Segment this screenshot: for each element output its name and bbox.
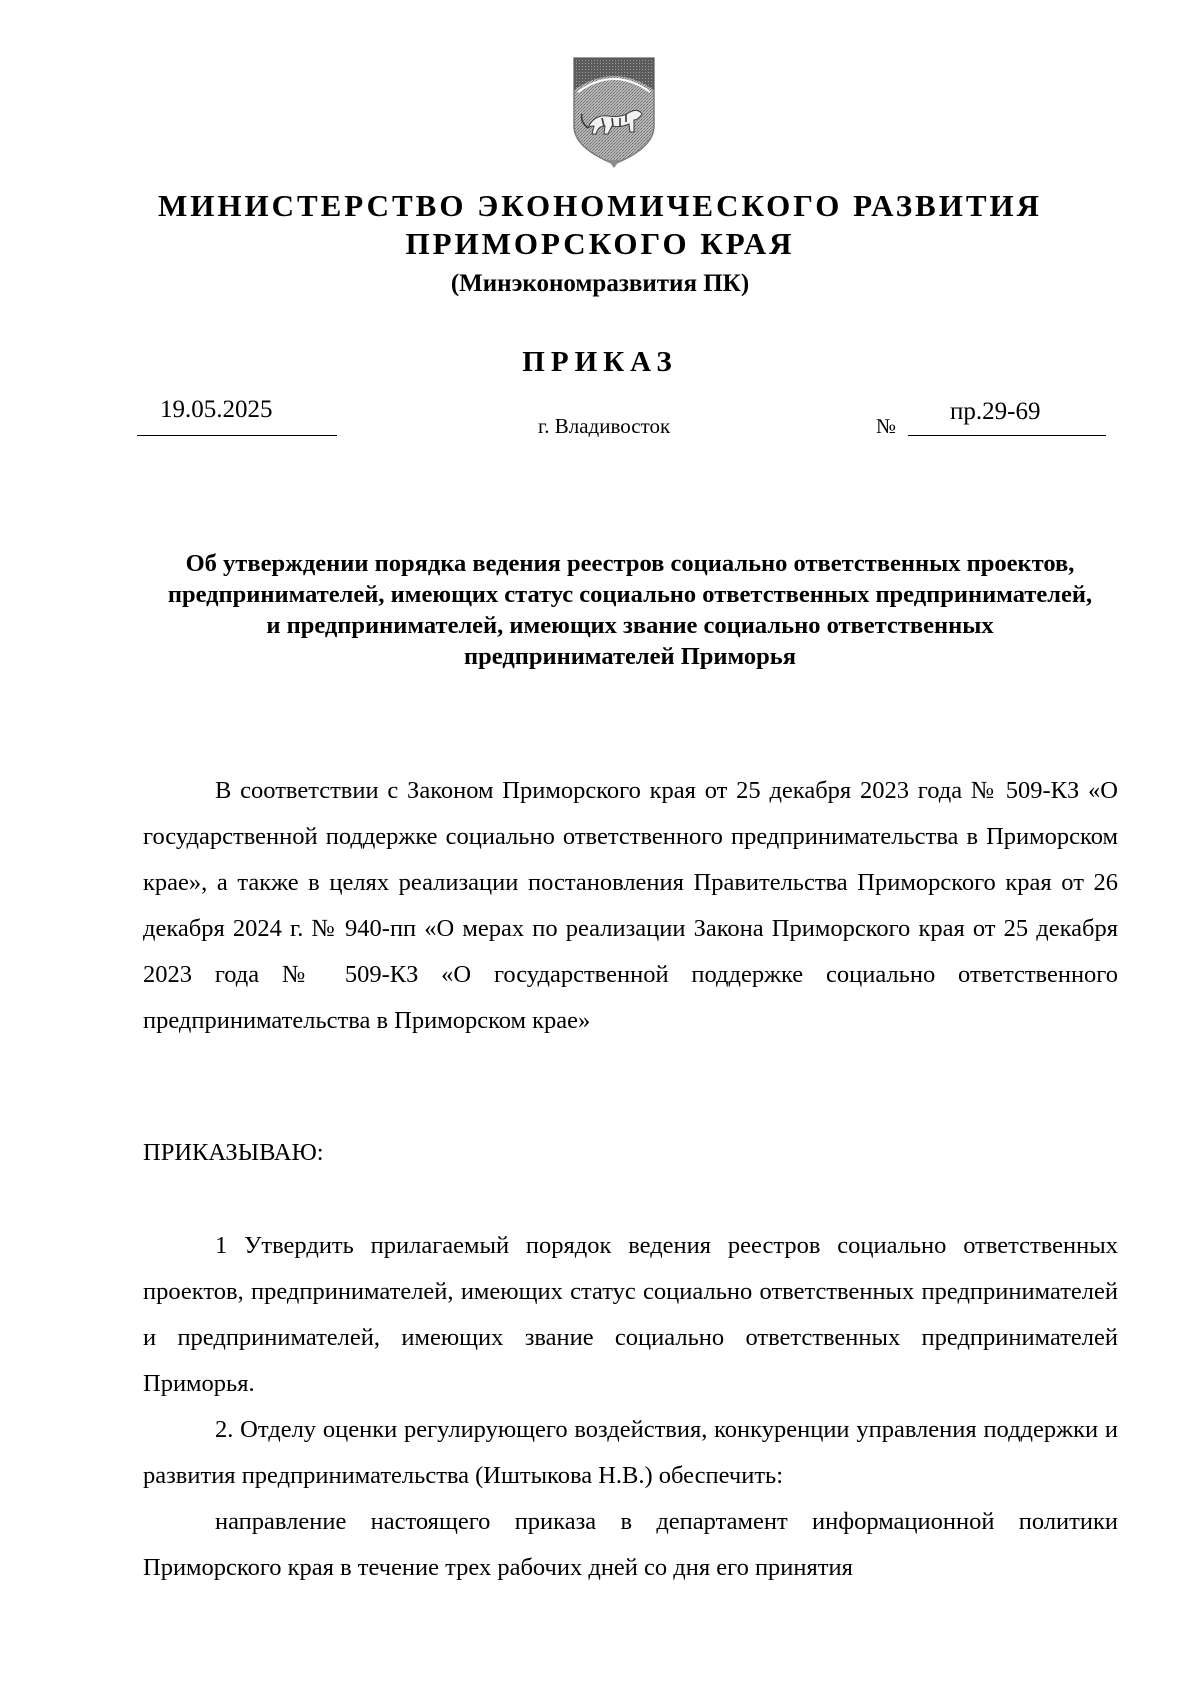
- ministry-short-name: (Минэкономразвития ПК): [450, 270, 750, 297]
- document-type: ПРИКАЗ: [522, 346, 678, 378]
- primorsky-krai-coat-of-arms-icon: [572, 56, 656, 168]
- document-number: пр.29-69: [950, 398, 1041, 425]
- order-item-2-sub-1: направление настоящего приказа в департамент информационной политики Приморского края в течение трех рабочих дней со дня его принятия: [143, 1508, 1118, 1581]
- order-item-2: 2. Отделу оценки регулирующего воздействия, конкуренции управления поддержки и развития предпринимательства (Иштыкова Н.В.) обеспечить:: [143, 1416, 1118, 1489]
- ministry-name-line1: МИНИСТЕРСТВО ЭКОНОМИЧЕСКОГО РАЗВИТИЯ: [157, 188, 1043, 223]
- ministry-name-line2: ПРИМОРСКОГО КРАЯ: [405, 226, 795, 261]
- order-item-1: 1 Утвердить прилагаемый порядок ведения реестров социально ответственных проектов, предпринимателей, имеющих статус социально ответственных предпринимателей и предпринимателей, имеющих звание социально ответственных предпринимателей Приморья.: [143, 1232, 1118, 1397]
- document-number-label: №: [876, 414, 897, 438]
- date-underline: [137, 435, 337, 436]
- number-underline: [908, 435, 1106, 436]
- document-city: г. Владивосток: [538, 414, 671, 438]
- document-date: 19.05.2025: [160, 396, 273, 423]
- document-subject: Об утверждении порядка ведения реестров социально ответственных проектов, предпринимателей, имеющих статус социально ответственных предпринимателей, и предпринимателей, имеющих звание социально ответственных предпринимателей Приморья: [167, 550, 1093, 670]
- preamble-paragraph: В соответствии с Законом Приморского края от 25 декабря 2023 года № 509-КЗ «О государственной поддержке социально ответственного предпринимательства в Приморском крае», а также в целях реализации постановления Правительства Приморского края от 26 декабря 2024 г. № 940-пп «О мерах по реализации Закона Приморского края от 25 декабря 2023 года № 509-КЗ «О государственной поддержке социально ответственного предпринимательства в Приморском крае»: [143, 777, 1118, 1034]
- order-word: ПРИКАЗЫВАЮ:: [143, 1139, 324, 1166]
